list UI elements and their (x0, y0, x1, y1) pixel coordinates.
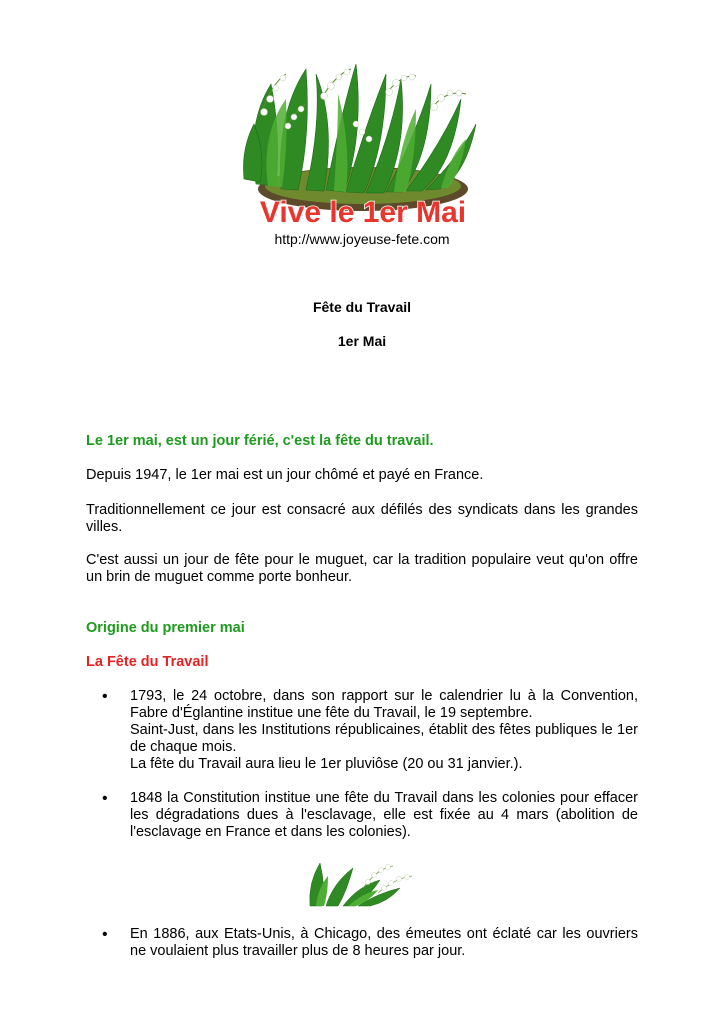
intro-paragraph-1: Depuis 1947, le 1er mai est un jour chômé et payé en France. (86, 467, 484, 483)
bullet-2-text: 1848 la Constitution institue une fête du Travail dans les colonies pour effacer les dégradations dues à l'esclavage, elle est fixée au 4 mars (abolition de l'esclavage en France et dans les colonies). (130, 790, 638, 840)
banner-logo-text: Vive le 1er Mai (259, 196, 467, 228)
origin-subheading: La Fête du Travail (86, 654, 209, 670)
bullet-symbol: • (102, 926, 108, 943)
intro-lead: Le 1er mai, est un jour férié, c'est la fête du travail. (86, 433, 434, 449)
site-url: http://www.joyeuse-fete.com (274, 231, 450, 247)
list-item (86, 790, 638, 841)
bullet-1-line-3: La fête du Travail aura lieu le 1er pluviôse (20 ou 31 janvier.). (130, 756, 523, 772)
document-subtitle: 1er Mai (337, 333, 387, 349)
document-title: Fête du Travail (312, 299, 412, 315)
bullet-symbol: • (102, 688, 108, 705)
origin-heading: Origine du premier mai (86, 620, 245, 636)
bullet-symbol: • (102, 790, 108, 807)
list-item (86, 926, 638, 960)
muguet-banner-image (226, 54, 500, 228)
intro-paragraph-3: C'est aussi un jour de fête pour le muguet, car la tradition populaire veut qu'on offre un brin de muguet comme porte bonheur. (86, 552, 638, 585)
list-item (86, 688, 638, 773)
intro-paragraph-2: Traditionnellement ce jour est consacré aux défilés des syndicats dans les grandes villes. (86, 502, 638, 535)
muguet-small-image (308, 858, 416, 908)
bullet-1-line-2: Saint-Just, dans les Institutions républicaines, établit des fêtes publiques le 1er de chaque mois. (130, 722, 638, 755)
bullet-1-line-1: 1793, le 24 octobre, dans son rapport sur le calendrier lu à la Convention, Fabre d'Églantine institue une fête du Travail, le 19 septembre. (130, 688, 638, 721)
bullet-3-text: En 1886, aux Etats-Unis, à Chicago, des émeutes ont éclaté car les ouvriers ne voulaient plus travailler plus de 8 heures par jour. (130, 926, 638, 959)
